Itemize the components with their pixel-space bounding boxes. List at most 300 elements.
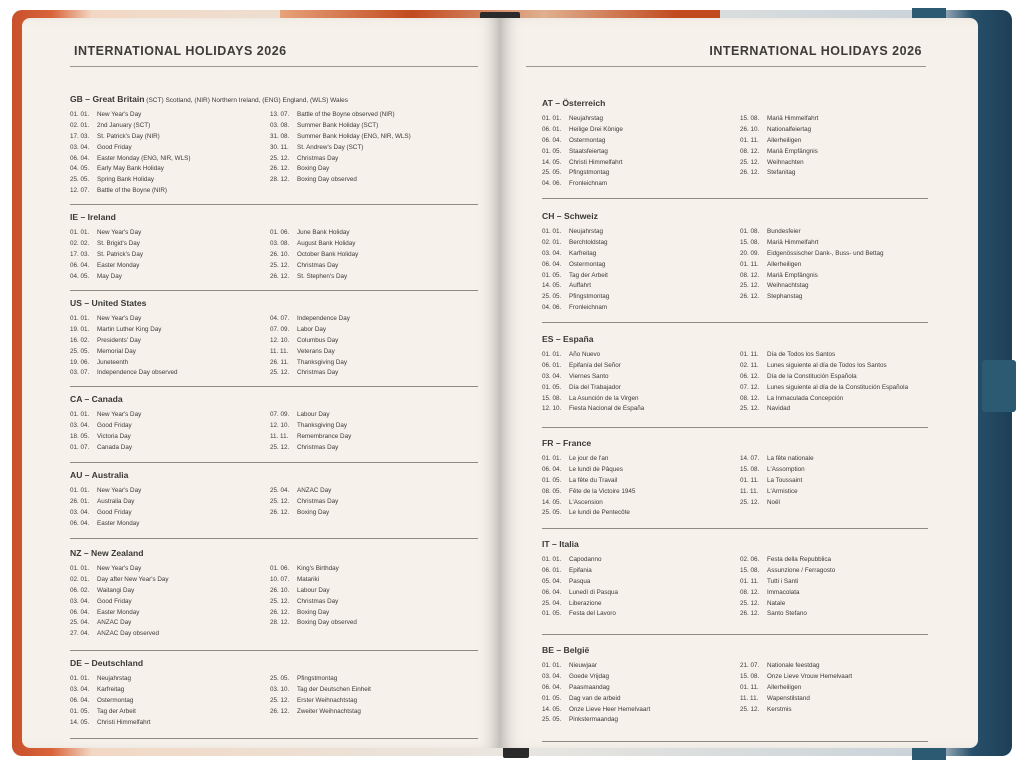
holiday-row xyxy=(270,443,351,454)
holiday-row xyxy=(542,249,609,260)
holiday-date: 05. 04. xyxy=(542,577,562,585)
country-section xyxy=(542,98,952,188)
section-divider xyxy=(70,204,478,205)
holiday-row xyxy=(542,404,644,415)
holiday-date: 26. 12. xyxy=(270,165,290,173)
holiday-date: 04. 05. xyxy=(70,272,90,280)
holiday-date: 06. 01. xyxy=(542,125,562,133)
holiday-date: 20. 09. xyxy=(740,249,760,257)
holiday-name: Le lundi de Pentecôte xyxy=(569,509,630,517)
holiday-row xyxy=(740,168,818,179)
holiday-row xyxy=(740,694,852,705)
holiday-row xyxy=(542,281,609,292)
holiday-date: 11. 11. xyxy=(270,432,289,440)
holiday-date: 06. 04. xyxy=(70,261,90,269)
holiday-date: 03. 04. xyxy=(70,143,90,151)
holiday-row xyxy=(70,143,190,154)
holiday-column xyxy=(270,486,338,519)
holiday-date: 25. 12. xyxy=(740,405,760,413)
holiday-row xyxy=(70,410,141,421)
holiday-date: 01. 11. xyxy=(740,683,759,691)
holiday-row xyxy=(542,672,650,683)
holiday-row xyxy=(542,715,650,726)
holiday-date: 11. 11. xyxy=(740,487,759,495)
holiday-row xyxy=(542,303,609,314)
holiday-row xyxy=(542,136,623,147)
holiday-name: Ostermontag xyxy=(569,260,606,268)
holiday-name: La fête du Travail xyxy=(569,476,618,484)
holiday-date: 06. 04. xyxy=(70,696,90,704)
holiday-name: Australia Day xyxy=(97,497,135,505)
holiday-name: Onze Lieve Vrouw Hemelvaart xyxy=(767,672,853,680)
country-section xyxy=(70,394,480,451)
holiday-date: 28. 12. xyxy=(270,176,290,184)
holiday-row xyxy=(542,158,623,169)
holiday-row xyxy=(270,608,357,619)
holiday-date: 14. 05. xyxy=(70,718,90,726)
holiday-row xyxy=(270,707,371,718)
holiday-name: Boxing Day observed xyxy=(297,619,357,627)
holiday-date: 06. 04. xyxy=(70,519,90,527)
holiday-date: 04. 06. xyxy=(542,304,562,312)
holiday-row xyxy=(270,164,411,175)
holiday-row xyxy=(70,314,178,325)
country-heading xyxy=(70,94,480,104)
holiday-date: 15. 08. xyxy=(740,238,760,246)
section-divider xyxy=(70,738,478,739)
holiday-name: Allerheiligen xyxy=(767,136,802,144)
section-divider xyxy=(70,386,478,387)
holiday-name: Christmas Day xyxy=(297,261,339,269)
holiday-row xyxy=(542,694,650,705)
holiday-name: King's Birthday xyxy=(297,565,339,572)
holiday-name: Fronleichnam xyxy=(569,180,608,188)
holiday-date: 01. 01. xyxy=(70,675,90,682)
holiday-row xyxy=(270,564,357,575)
holiday-date: 12. 07. xyxy=(70,187,90,195)
holiday-date: 26. 12. xyxy=(270,608,290,616)
holiday-row xyxy=(270,497,338,508)
holiday-name: June Bank Holiday xyxy=(297,229,350,236)
section-divider xyxy=(542,322,928,323)
holiday-date: 28. 12. xyxy=(270,619,290,627)
left-page xyxy=(22,18,500,748)
holiday-row xyxy=(270,486,338,497)
holiday-date: 17. 03. xyxy=(70,250,90,258)
holiday-name: L'Armistice xyxy=(767,487,798,495)
holiday-row xyxy=(740,588,835,599)
holiday-name: Eidgenössischer Dank-, Buss- und Bettag xyxy=(767,249,884,257)
holiday-name: Boxing Day xyxy=(297,608,330,616)
holiday-row xyxy=(270,410,351,421)
section-divider xyxy=(70,290,478,291)
holiday-name: Mariä Empfängnis xyxy=(767,271,818,279)
holiday-name: Neujahrstag xyxy=(569,228,603,235)
country-heading xyxy=(70,212,480,222)
holiday-date: 01. 01. xyxy=(70,315,90,322)
holiday-row xyxy=(542,599,618,610)
holiday-row xyxy=(70,575,169,586)
country-name: FR – France xyxy=(542,438,592,448)
holiday-name: Karfreitag xyxy=(97,685,125,693)
holiday-row xyxy=(270,143,411,154)
holiday-name: Ostermontag xyxy=(569,136,606,144)
holiday-row xyxy=(70,718,151,729)
holiday-date: 25. 05. xyxy=(542,293,562,301)
holiday-row xyxy=(70,486,141,497)
holiday-row xyxy=(70,250,143,261)
holiday-name: Christi Himmelfahrt xyxy=(97,718,151,726)
holiday-name: Easter Monday xyxy=(97,608,140,616)
holiday-name: Stephanstag xyxy=(767,293,803,301)
holiday-name: Christmas Day xyxy=(297,497,339,505)
holiday-column xyxy=(542,454,635,519)
holiday-column xyxy=(70,486,141,530)
holiday-name: Lunedì di Pasqua xyxy=(569,588,619,596)
bookmark-ribbon-bottom xyxy=(912,746,946,760)
holiday-date: 26. 12. xyxy=(270,508,290,516)
holiday-row xyxy=(740,566,835,577)
holiday-row xyxy=(270,432,351,443)
holiday-date: 01. 06. xyxy=(270,565,290,572)
holiday-name: October Bank Holiday xyxy=(297,250,359,258)
holiday-name: Assunzione / Ferragosto xyxy=(767,566,836,574)
holiday-row xyxy=(70,618,169,629)
holiday-date: 14. 05. xyxy=(542,282,562,290)
holiday-name: Juneteenth xyxy=(97,358,129,366)
holiday-column xyxy=(542,350,644,415)
holiday-date: 26. 12. xyxy=(740,610,760,618)
country-section xyxy=(542,438,952,517)
holiday-row xyxy=(70,132,190,143)
holiday-name: Lunes siguiente al día de Todos los Santos xyxy=(767,361,887,369)
holiday-date: 14. 05. xyxy=(542,705,562,713)
holiday-row xyxy=(542,577,618,588)
holiday-row xyxy=(70,175,190,186)
holiday-date: 26. 10. xyxy=(270,250,290,258)
holiday-name: Le jour de l'an xyxy=(569,455,609,462)
holiday-date: 25. 12. xyxy=(270,443,290,451)
holiday-name: New Year's Day xyxy=(97,487,142,494)
holiday-date: 01. 05. xyxy=(542,147,562,155)
holiday-row xyxy=(542,350,644,361)
holiday-name: Fête de la Victoire 1945 xyxy=(569,487,636,495)
country-section xyxy=(70,470,480,527)
holiday-row xyxy=(542,465,635,476)
holiday-row xyxy=(270,132,411,143)
holiday-row xyxy=(270,421,351,432)
holiday-name: Mariä Himmelfahrt xyxy=(767,238,819,246)
holiday-date: 06. 12. xyxy=(740,372,760,380)
holiday-date: 11. 11. xyxy=(270,347,289,355)
holiday-name: Good Friday xyxy=(97,421,132,429)
holiday-name: Festa della Repubblica xyxy=(767,556,832,563)
holiday-date: 25. 12. xyxy=(270,597,290,605)
holiday-date: 02. 01. xyxy=(70,575,90,583)
country-name: BE – België xyxy=(542,645,590,655)
holiday-date: 26. 01. xyxy=(70,497,90,505)
holiday-date: 15. 08. xyxy=(740,566,760,574)
holiday-date: 01. 01. xyxy=(542,662,562,669)
holiday-date: 06. 04. xyxy=(542,465,562,473)
holiday-row xyxy=(542,114,623,125)
holiday-name: Day after New Year's Day xyxy=(97,575,169,583)
holiday-row xyxy=(270,272,358,283)
holiday-name: Mariä Empfängnis xyxy=(767,147,818,155)
holiday-date: 01. 11. xyxy=(740,136,759,144)
holiday-name: Epifania xyxy=(569,566,592,574)
holiday-row xyxy=(70,110,190,121)
holiday-name: Berchtoldstag xyxy=(569,238,608,246)
holiday-row xyxy=(542,555,618,566)
holiday-row xyxy=(542,705,650,716)
holiday-column xyxy=(70,674,151,728)
holiday-name: L'Ascension xyxy=(569,498,603,506)
holiday-name: New Year's Day xyxy=(97,229,142,236)
right-page xyxy=(500,18,978,748)
page-title: INTERNATIONAL HOLIDAYS 2026 xyxy=(74,44,287,58)
holiday-date: 08. 05. xyxy=(542,487,562,495)
holiday-name: Viernes Santo xyxy=(569,372,609,380)
holiday-date: 27. 04. xyxy=(70,630,90,638)
holiday-row xyxy=(740,705,852,716)
section-divider xyxy=(542,634,928,635)
holiday-name: Pfingstmontag xyxy=(569,293,610,301)
section-divider xyxy=(70,462,478,463)
country-section xyxy=(70,548,480,638)
holiday-date: 04. 06. xyxy=(542,180,562,188)
holiday-row xyxy=(270,685,371,696)
holiday-column xyxy=(70,228,143,282)
country-section xyxy=(70,298,480,377)
holiday-name: 2nd January (SCT) xyxy=(97,121,151,129)
holiday-row xyxy=(270,618,357,629)
holiday-name: Battle of the Boyne (NIR) xyxy=(97,187,167,195)
holiday-row xyxy=(740,383,908,394)
holiday-date: 01. 05. xyxy=(70,707,90,715)
holiday-name: Dag van de arbeid xyxy=(569,694,621,702)
holiday-row xyxy=(70,597,169,608)
holiday-date: 14. 05. xyxy=(542,158,562,166)
holiday-date: 06. 01. xyxy=(542,566,562,574)
holiday-name: Pasqua xyxy=(569,577,591,585)
holiday-date: 01. 01. xyxy=(542,455,562,462)
holiday-name: Battle of the Boyne observed (NIR) xyxy=(297,111,395,118)
holiday-name: Noël xyxy=(767,498,780,506)
holiday-name: Immacolata xyxy=(767,588,800,596)
holiday-date: 10. 07. xyxy=(270,575,290,583)
holiday-row xyxy=(740,271,884,282)
holiday-row xyxy=(740,609,835,620)
holiday-name: Día del Trabajador xyxy=(569,383,621,391)
holiday-date: 01. 01. xyxy=(542,556,562,563)
country-heading xyxy=(70,470,480,480)
holiday-date: 26. 12. xyxy=(270,707,290,715)
country-heading xyxy=(70,548,480,558)
holiday-row xyxy=(270,154,411,165)
holiday-row xyxy=(70,564,169,575)
holiday-row xyxy=(740,238,884,249)
country-section xyxy=(542,539,952,618)
region-legend: (SCT) Scotland, (NIR) Northern Ireland, (ENG) England, (WLS) Wales xyxy=(144,97,348,104)
holiday-row xyxy=(70,121,190,132)
holiday-row xyxy=(542,476,635,487)
holiday-row xyxy=(542,394,644,405)
holiday-date: 06. 04. xyxy=(542,683,562,691)
holiday-date: 01. 05. xyxy=(542,383,562,391)
holiday-date: 26. 11. xyxy=(270,358,289,366)
holiday-name: Thanksgiving Day xyxy=(297,358,348,366)
country-heading xyxy=(70,298,480,308)
holiday-date: 25. 12. xyxy=(740,282,760,290)
holiday-date: 01. 01. xyxy=(70,487,90,494)
holiday-row xyxy=(740,281,884,292)
holiday-date: 01. 01. xyxy=(542,351,562,358)
holiday-name: Tag der Deutschen Einheit xyxy=(297,685,371,693)
country-name: NZ – New Zealand xyxy=(70,548,144,558)
holiday-row xyxy=(740,498,814,509)
country-heading xyxy=(70,658,480,668)
holiday-column xyxy=(542,114,623,190)
holiday-date: 25. 04. xyxy=(70,619,90,627)
country-name: AU – Australia xyxy=(70,470,129,480)
holiday-date: 03. 04. xyxy=(542,249,562,257)
holiday-date: 01. 01. xyxy=(70,565,90,572)
holiday-row xyxy=(70,239,143,250)
holiday-row xyxy=(70,164,190,175)
holiday-date: 15. 08. xyxy=(740,465,760,473)
holiday-date: 25. 04. xyxy=(542,599,562,607)
holiday-row xyxy=(270,336,350,347)
holiday-date: 18. 05. xyxy=(70,432,90,440)
holiday-name: Easter Monday xyxy=(97,519,140,527)
holiday-row xyxy=(740,227,884,238)
holiday-row xyxy=(70,154,190,165)
holiday-row xyxy=(740,661,852,672)
holiday-date: 01. 05. xyxy=(542,694,562,702)
holiday-date: 02. 11. xyxy=(740,361,759,369)
holiday-row xyxy=(542,454,635,465)
holiday-row xyxy=(270,597,357,608)
holiday-row xyxy=(270,508,338,519)
holiday-date: 06. 04. xyxy=(542,260,562,268)
country-section xyxy=(542,211,952,312)
holiday-column xyxy=(70,564,169,640)
holiday-date: 26. 12. xyxy=(270,272,290,280)
holiday-row xyxy=(740,136,818,147)
holiday-date: 25. 12. xyxy=(270,154,290,162)
holiday-date: 14. 07. xyxy=(740,455,760,462)
holiday-row xyxy=(70,685,151,696)
holiday-date: 17. 03. xyxy=(70,132,90,140)
holiday-row xyxy=(542,271,609,282)
holiday-name: Veterans Day xyxy=(297,347,335,355)
holiday-column xyxy=(740,454,814,508)
holiday-date: 25. 05. xyxy=(70,176,90,184)
holiday-column xyxy=(542,661,650,726)
holiday-row xyxy=(270,368,350,379)
holiday-name: Labor Day xyxy=(297,325,327,333)
holiday-date: 01. 01. xyxy=(542,115,562,122)
holiday-name: St. Stephen's Day xyxy=(297,272,348,280)
holiday-row xyxy=(740,158,818,169)
page-title: INTERNATIONAL HOLIDAYS 2026 xyxy=(709,44,922,58)
holiday-name: Good Friday xyxy=(97,597,132,605)
holiday-name: Thanksgiving Day xyxy=(297,421,348,429)
holiday-row xyxy=(70,674,151,685)
holiday-row xyxy=(542,372,644,383)
holiday-date: 01. 06. xyxy=(270,229,290,236)
holiday-name: Remembrance Day xyxy=(297,432,352,440)
holiday-name: Labour Day xyxy=(297,411,330,418)
holiday-row xyxy=(740,454,814,465)
holiday-row xyxy=(70,608,169,619)
section-divider xyxy=(542,528,928,529)
holiday-date: 02. 06. xyxy=(740,556,760,563)
holiday-name: La Asunción de la Virgen xyxy=(569,394,639,402)
holiday-name: Paasmaandag xyxy=(569,683,610,691)
holiday-name: Victoria Day xyxy=(97,432,131,440)
holiday-row xyxy=(542,125,623,136)
holiday-name: La Inmaculada Concepción xyxy=(767,394,844,402)
holiday-row xyxy=(270,575,357,586)
holiday-date: 15. 08. xyxy=(740,115,760,122)
country-name: IE – Ireland xyxy=(70,212,116,222)
holiday-column xyxy=(270,228,358,282)
holiday-date: 01. 11. xyxy=(740,351,759,358)
holiday-name: Martin Luther King Day xyxy=(97,325,162,333)
holiday-date: 07. 12. xyxy=(740,383,760,391)
holiday-date: 03. 04. xyxy=(70,421,90,429)
holiday-row xyxy=(740,125,818,136)
holiday-name: Kerstmis xyxy=(767,705,792,713)
holiday-name: Labour Day xyxy=(297,586,330,594)
holiday-row xyxy=(270,175,411,186)
holiday-name: Neujahrstag xyxy=(569,115,603,122)
holiday-date: 12. 10. xyxy=(270,421,290,429)
holiday-row xyxy=(270,261,358,272)
holiday-date: 16. 02. xyxy=(70,336,90,344)
holiday-date: 25. 05. xyxy=(542,509,562,517)
holiday-name: Allerheiligen xyxy=(767,260,802,268)
holiday-date: 25. 04. xyxy=(270,487,290,494)
holiday-date: 06. 02. xyxy=(70,586,90,594)
holiday-row xyxy=(740,599,835,610)
holiday-row xyxy=(542,588,618,599)
holiday-name: ANZAC Day xyxy=(297,487,332,494)
holiday-row xyxy=(740,292,884,303)
holiday-row xyxy=(740,394,908,405)
holiday-row xyxy=(270,239,358,250)
holiday-name: St. Brigid's Day xyxy=(97,239,140,247)
holiday-name: Fiesta Nacional de España xyxy=(569,405,645,413)
holiday-name: ANZAC Day xyxy=(97,619,132,627)
holiday-name: Mariä Himmelfahrt xyxy=(767,115,819,122)
holiday-name: Independence Day xyxy=(297,315,350,322)
holiday-name: La fête nationale xyxy=(767,455,814,462)
holiday-name: ANZAC Day observed xyxy=(97,630,159,638)
holiday-row xyxy=(270,586,357,597)
holiday-name: Ostermontag xyxy=(97,696,134,704)
holiday-row xyxy=(70,508,141,519)
holiday-name: Christi Himmelfahrt xyxy=(569,158,623,166)
holiday-column xyxy=(740,114,818,179)
holiday-date: 01. 05. xyxy=(542,610,562,618)
holiday-row xyxy=(70,696,151,707)
holiday-date: 07. 09. xyxy=(270,325,290,333)
holiday-name: Pinkstermaandag xyxy=(569,716,619,724)
holiday-name: Festa del Lavoro xyxy=(569,610,616,618)
